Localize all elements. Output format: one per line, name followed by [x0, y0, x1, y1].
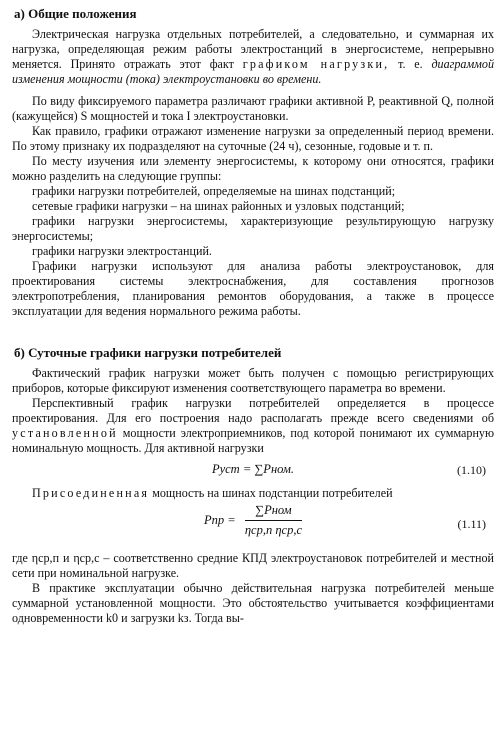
equation-number: (1.11) — [457, 517, 486, 531]
paragraph-actual-graph: Фактический график нагрузки может быть получен с помощью регистрирующих приборов, которые фиксируют изменения соответствующего параметра во времени. — [12, 366, 494, 395]
list-item: графики нагрузки энергосистемы, характеризующие результирующую нагрузку энергосистемы; — [12, 214, 494, 243]
paragraph-text: т. е. — [398, 57, 423, 71]
section-b-heading: б) Суточные графики нагрузки потребителей — [14, 345, 282, 360]
formula-lhs: Pпр = — [204, 513, 236, 527]
list-item: графики нагрузки потребителей, определяемые на шинах подстанций; — [32, 184, 396, 198]
paragraph-where: где ηср,п и ηср,с – соответственно средние КПД электроустановок потребителей и местной сети при номинальной нагрузке. — [12, 551, 494, 580]
paragraph-groups: По месту изучения или элементу энергосистемы, к которому они относятся, графики можно разделить на следующие группы: — [12, 154, 494, 183]
list-item: сетевые графики нагрузки – на шинах районных и узловых подстанций; — [32, 199, 405, 213]
paragraph-text: Электрическая нагрузка отдельных потребителей, а следовательно, и суммарная их нагрузка, определяющая режим работы электростанций в энергосистеме, непрерывно меняется. Принято отражать этот факт — [12, 27, 494, 71]
paragraph-practice: В практике эксплуатации обычно действительная нагрузка потребителей меньше суммарной установленной мощности. Это обстоятельство учитывается коэффициентами одновременности k0 и загрузки kз. Тогда вы- — [12, 581, 494, 625]
spaced-term: графиком нагрузки, — [242, 57, 390, 71]
paragraph-usage: Графики нагрузки используют для анализа работы электроустановок, для проектирования системы электроснабжения, для составления прогнозов электропотребления, планирования ремонтов оборудования, а также в процессе эксплуатации для ведения нормального режима работы. — [12, 259, 494, 318]
paragraph-connected-power — [12, 486, 494, 501]
spaced-term: Присоединенная — [32, 486, 150, 500]
equation-number: (1.10) — [457, 463, 486, 477]
fraction-denominator: ηср,п ηср,с — [244, 523, 302, 537]
paragraph-periods: Как правило, графики отражают изменение нагрузки за определенный период времени. По этому признаку их подразделяют на суточные (24 ч), сезонные, годовые и т. п. — [12, 124, 494, 153]
fraction-numerator: ∑Pном — [245, 503, 302, 521]
spaced-term: установленной — [12, 426, 118, 440]
formula-fraction — [245, 503, 302, 538]
formula-1-11 — [12, 501, 494, 551]
paragraph-load-definition — [12, 27, 494, 87]
paragraph-prospective-graph — [12, 396, 494, 456]
paragraph-text: Перспективный график нагрузки потребителей определяется в процессе проектирования. Для его построения надо располагать прежде всего сведениями об — [12, 396, 494, 425]
formula-installed-power: Pуст = ∑Pном. — [211, 462, 295, 476]
paragraph-parameters: По виду фиксируемого параметра различают графики активной P, реактивной Q, полной (кажущейся) S мощностей и тока I электроустановки. — [12, 94, 494, 123]
formula-1-10 — [12, 456, 494, 486]
section-a-heading: а) Общие положения — [14, 6, 137, 21]
italic-definition: диаграммой изменения мощности (тока) электроустановки во времени. — [12, 57, 494, 86]
list-item: графики нагрузки электростанций. — [32, 244, 212, 258]
paragraph-text: мощности электроприемников, под которой понимают их суммарную номинальную мощность. Для активной нагрузки — [12, 426, 494, 455]
paragraph-text: мощность на шинах подстанции потребителей — [152, 486, 393, 500]
